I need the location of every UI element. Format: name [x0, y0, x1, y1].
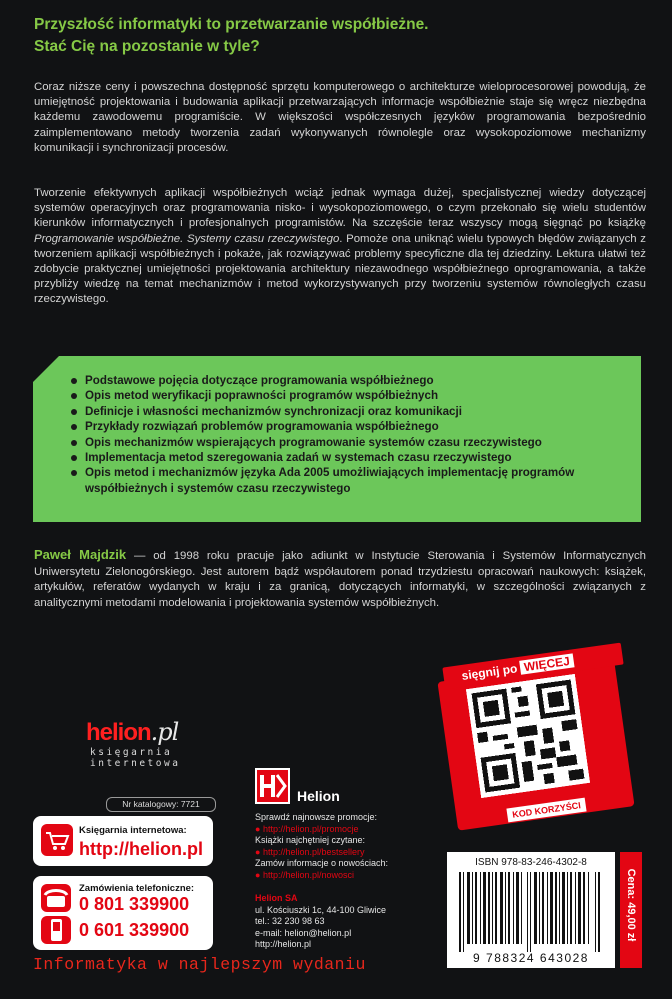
author-bio: [34, 547, 646, 611]
street: ul. Kościuszki 1c, 44-100 Gliwice: [255, 904, 387, 915]
author-bio-text: — od 1998 roku pracuje jako adiunkt w Instytucie Sterowania i Systemów Informatycznych Uniwersytetu Zielonogórskiego. Jest autorem bądź współautorem ponad trzydziestu opracowań naukowych: książek, artykułów, referatów wydanych w kraju i za granicą, dotyczących informatyki, w szczególności związanych z analitycznymi metodami modelowania i projektowania systemów współbieżnych.: [34, 550, 646, 609]
headline-line-1: Przyszłość informatyki to przetwarzanie współbieżne.: [34, 16, 429, 33]
website[interactable]: http://helion.pl: [255, 939, 312, 949]
shop-url[interactable]: http://helion.pl: [79, 839, 203, 859]
logo-subtitle-1: księgarnia: [90, 747, 173, 758]
catalog-number: Nr katalogowy: 7721: [106, 797, 216, 812]
tagline: Informatyka w najlepszym wydaniu: [33, 955, 366, 974]
feature-item: Przykłady rozwiązań problemów programowania współbieżnego: [71, 419, 626, 434]
isbn: ISBN 978-83-246-4302-8: [475, 857, 587, 868]
mobile-icon: [41, 916, 71, 944]
bestsellers-link[interactable]: ● http://helion.pl/bestsellery: [255, 846, 365, 857]
helion-links: [255, 812, 435, 881]
corner-fold: [33, 356, 59, 382]
shop-caption: Księgarnia internetowa:: [79, 825, 187, 836]
barcode: [447, 852, 615, 968]
email[interactable]: e-mail: helion@helion.pl: [255, 927, 352, 938]
headline: [34, 14, 654, 58]
qr-promo[interactable]: [437, 645, 637, 825]
bullet-icon: [71, 378, 77, 384]
phone-number-2[interactable]: 0 601 339900: [79, 920, 190, 940]
phone-caption: Zamówienia telefoniczne:: [79, 883, 195, 894]
qr-label: KOD KORZYŚCI: [506, 798, 586, 823]
qr-banner: sięgnij po WIĘCEJ: [442, 643, 623, 690]
intro-paragraph: Coraz niższe ceny i powszechna dostępność sprzętu komputerowego o architekturze wieloprocesorowej powodują, że umiejętność projektowania i budowania aplikacji przetwarzających informacje współbieżnie staje się wręcz niezbędna każdemu zawodowemu programiście. W większości współczesnych języków programowania bezpośrednio zaimplementowano metody tworzenia zadań wykonywanych równolegle oraz wysokopoziomowe mechanizmy komunikacji i synchronizacji procesów.: [34, 81, 646, 154]
description-text-end: . Pomoże ona uniknąć wielu typowych błędów związanych z tworzeniem aplikacji współbieżnych i pokaże, jak rozwiązywać problemy specyficzne dla tej dziedziny. Lektura ułatwi też zdobycie praktycznej umiejętności projektowania architektury niezawodnego współbieżnego oprogramowania, a także przybliży wiedzę na temat mechanizmów i metod wykorzystywanych przy tworzeniu systemów równoległych czasu rzeczywistego.: [34, 232, 646, 306]
publisher-address: [255, 893, 435, 951]
logo-word: helion.pl: [86, 718, 179, 746]
bullet-icon: [71, 440, 77, 446]
book-title: Programowanie współbieżne. Systemy czasu rzeczywistego: [34, 232, 340, 245]
feature-item: Opis metod weryfikacji poprawności programów współbieżnych: [71, 388, 626, 403]
news-label: Zamów informacje o nowościach:: [255, 858, 389, 868]
promo-label: Sprawdź najnowsze promocje:: [255, 812, 378, 822]
phone-card: [33, 876, 213, 950]
logo-subtitle-2: internetowa: [90, 758, 181, 769]
promo-link[interactable]: ● http://helion.pl/promocje: [255, 823, 359, 834]
helion-logo[interactable]: [86, 718, 216, 788]
description-text-start: Tworzenie efektywnych aplikacji współbieżnych wciąż jednak wymaga dużej, specjalistycznej wiedzy dotyczącej systemów operacyjnych oraz programowania nisko- i wysokopoziomowego, o czym przekonało się wielu studentów kierunków informatycznych i profesjonalnych programistów. Na szczęście teraz wszyscy mogą sięgnąć po książkę: [34, 187, 646, 230]
headline-line-2: Stać Cię na pozostanie w tyle?: [34, 38, 260, 55]
phone-icon: [41, 884, 71, 912]
cart-icon: [41, 824, 73, 856]
feature-item: Implementacja metod szeregowania zadań w systemach czasu rzeczywistego: [71, 450, 626, 465]
description-paragraph: [34, 186, 646, 308]
barcode-digits: 9 788324 643028: [473, 951, 589, 965]
phone-number-1[interactable]: 0 801 339900: [79, 894, 190, 914]
helion-h-logo-icon: [255, 768, 290, 804]
author-name: Paweł Majdzik: [34, 547, 127, 562]
price: Cena: 49,00 zł: [625, 868, 637, 942]
bullet-icon: [71, 393, 77, 399]
price-tag: [620, 852, 642, 968]
barcode-bars: [455, 872, 607, 952]
bullet-icon: [71, 455, 77, 461]
news-link[interactable]: ● http://helion.pl/nowosci: [255, 869, 354, 880]
company-name: Helion SA: [255, 893, 298, 903]
qr-code[interactable]: [466, 674, 590, 798]
telephone: tel.: 32 230 98 63: [255, 916, 325, 926]
helion-brand: Helion: [297, 788, 340, 804]
feature-item: Opis mechanizmów wspierających programowanie systemów czasu rzeczywistego: [71, 435, 626, 450]
feature-item: Opis metod i mechanizmów języka Ada 2005 umożliwiających implementację programów współbieżnych i systemów czasu rzeczywistego: [71, 465, 626, 496]
bestsellers-label: Książki najchętniej czytane:: [255, 835, 366, 845]
bullet-icon: [71, 409, 77, 415]
bullet-icon: [71, 424, 77, 430]
feature-item: Definicje i własności mechanizmów synchronizacji oraz komunikacji: [71, 404, 626, 419]
features-box: [33, 356, 641, 522]
features-list: [71, 373, 626, 496]
bullet-icon: [71, 470, 77, 476]
feature-item: Podstawowe pojęcia dotyczące programowania współbieżnego: [71, 373, 626, 388]
shop-card[interactable]: [33, 816, 213, 866]
